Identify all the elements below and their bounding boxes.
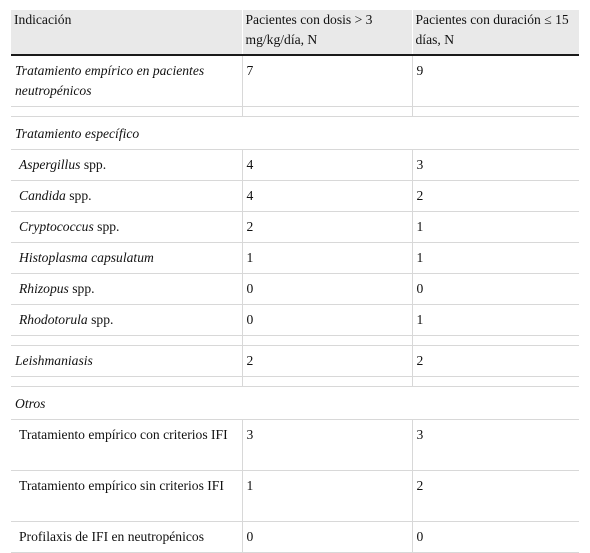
row-duration-value: 0 bbox=[412, 522, 579, 553]
row-duration-value: 2 bbox=[412, 471, 579, 522]
row-label bbox=[11, 150, 242, 181]
row-label: Tratamiento empírico sin criterios IFI bbox=[11, 471, 242, 522]
header-row bbox=[11, 10, 579, 55]
row-duration-value: 2 bbox=[412, 346, 579, 377]
spacer-row bbox=[11, 336, 579, 346]
genus-name: Rhizopus bbox=[19, 281, 69, 296]
row-label bbox=[11, 243, 242, 274]
row-duration-value: 9 bbox=[412, 55, 579, 107]
section-label-others: Otros bbox=[11, 387, 579, 420]
row-label bbox=[11, 305, 242, 336]
row-duration-value: 0 bbox=[412, 274, 579, 305]
table-row bbox=[11, 212, 579, 243]
genus-suffix: spp. bbox=[87, 312, 114, 327]
genus-name: Histoplasma capsulatum bbox=[19, 250, 154, 265]
genus-name: Cryptococcus bbox=[19, 219, 94, 234]
genus-suffix: spp. bbox=[68, 281, 95, 296]
row-duration-value: 3 bbox=[412, 150, 579, 181]
row-duration-value: 1 bbox=[412, 305, 579, 336]
row-duration-value: 1 bbox=[412, 243, 579, 274]
row-dose-value: 7 bbox=[242, 55, 412, 107]
row-label: Leishmaniasis bbox=[11, 346, 242, 377]
row-dose-value: 4 bbox=[242, 150, 412, 181]
row-label bbox=[11, 212, 242, 243]
table-row bbox=[11, 420, 579, 471]
row-dose-value: 2 bbox=[242, 212, 412, 243]
indications-table bbox=[11, 10, 579, 553]
table-row bbox=[11, 181, 579, 212]
genus-suffix: spp. bbox=[93, 219, 120, 234]
row-dose-value: 4 bbox=[242, 181, 412, 212]
table-row bbox=[11, 243, 579, 274]
genus-name: Rhodotorula bbox=[19, 312, 88, 327]
genus-suffix: spp. bbox=[65, 188, 92, 203]
row-dose-value: 2 bbox=[242, 346, 412, 377]
table-row bbox=[11, 305, 579, 336]
row-duration-value: 1 bbox=[412, 212, 579, 243]
table-container bbox=[11, 10, 579, 553]
row-label: Tratamiento empírico con criterios IFI bbox=[11, 420, 242, 471]
row-label bbox=[11, 274, 242, 305]
genus-suffix: spp. bbox=[80, 157, 107, 172]
genus-name: Aspergillus bbox=[19, 157, 81, 172]
row-duration-value: 3 bbox=[412, 420, 579, 471]
row-dose-value: 0 bbox=[242, 522, 412, 553]
table-row bbox=[11, 55, 579, 107]
spacer-row bbox=[11, 377, 579, 387]
table-row bbox=[11, 471, 579, 522]
row-dose-value: 0 bbox=[242, 305, 412, 336]
table-row bbox=[11, 346, 579, 377]
header-indication: Indicación bbox=[11, 10, 242, 55]
header-dose: Pacientes con dosis > 3 mg/kg/día, N bbox=[242, 10, 412, 55]
spacer-row bbox=[11, 107, 579, 117]
row-dose-value: 3 bbox=[242, 420, 412, 471]
row-dose-value: 0 bbox=[242, 274, 412, 305]
header-duration: Pacientes con duración ≤ 15 días, N bbox=[412, 10, 579, 55]
section-label-specific: Tratamiento específico bbox=[11, 117, 579, 150]
table-row bbox=[11, 274, 579, 305]
row-label: Tratamiento empírico en pacientes neutropénicos bbox=[11, 55, 242, 107]
row-label: Profilaxis de IFI en neutropénicos bbox=[11, 522, 242, 553]
genus-name: Candida bbox=[19, 188, 66, 203]
row-duration-value: 2 bbox=[412, 181, 579, 212]
table-row bbox=[11, 150, 579, 181]
table-row bbox=[11, 522, 579, 553]
section-row bbox=[11, 117, 579, 150]
section-row bbox=[11, 387, 579, 420]
row-label bbox=[11, 181, 242, 212]
row-dose-value: 1 bbox=[242, 471, 412, 522]
row-dose-value: 1 bbox=[242, 243, 412, 274]
